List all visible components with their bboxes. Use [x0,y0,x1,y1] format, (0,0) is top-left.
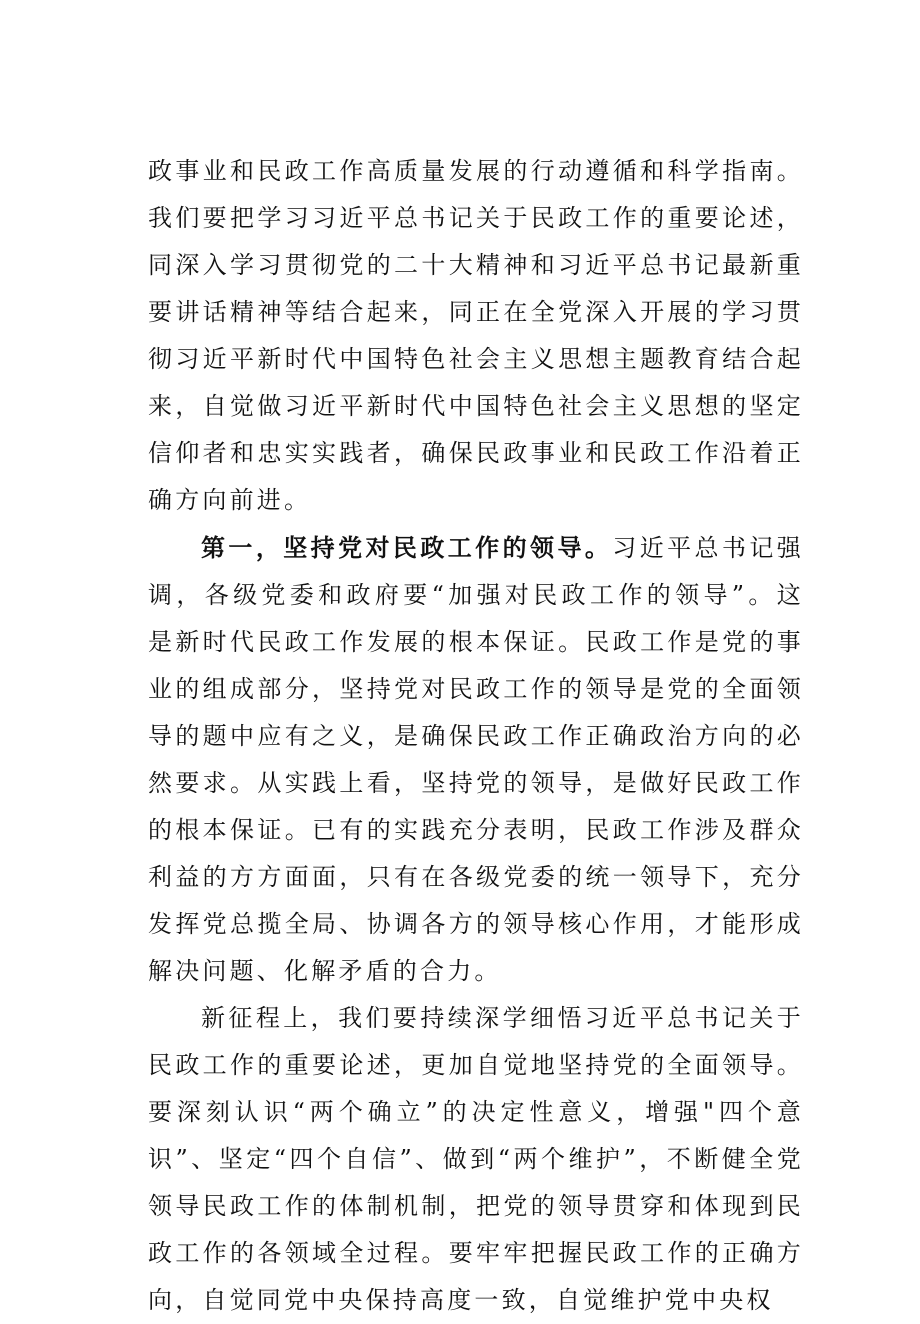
document-body [148,148,804,1324]
paragraph-new-journey [148,995,804,1324]
paragraph-lead-heading: 第一，坚持党对民政工作的领导。 [201,533,613,562]
paragraph-continuation [148,148,804,524]
paragraph-text: 习近平总书记强调，各级党委和政府要“加强对民政工作的领导”。这是新时代民政工作发展的根本保证。民政工作是党的事业的组成部分，坚持党对民政工作的领导是党的全面领导的题中应有之义，是确保民政工作正确政治方向的必然要求。从实践上看，坚持党的领导，是做好民政工作的根本保证。已有的实践充分表明，民政工作涉及群众利益的方方面面，只有在各级党委的统一领导下，充分发挥党总揽全局、协调各方的领导核心作用，才能形成解决问题、化解矛盾的合力。 [148,534,804,985]
paragraph-text: 新征程上，我们要持续深学细悟习近平总书记关于民政工作的重要论述，更加自觉地坚持党的全面领导。要深刻认识“两个确立”的决定性意义，增强"四个意识”、坚定“四个自信”、做到“两个维护”，不断健全党领导民政工作的体制机制，把党的领导贯穿和体现到民政工作的各领域全过程。要牢牢把握民政工作的正确方向，自觉同党中央保持高度一致，自觉维护党中央权 [148,1004,804,1314]
paragraph-first-point [148,524,804,995]
paragraph-text: 政事业和民政工作高质量发展的行动遵循和科学指南。我们要把学习习近平总书记关于民政工作的重要论述，同深入学习贯彻党的二十大精神和习近平总书记最新重要讲话精神等结合起来，同正在全党深入开展的学习贯彻习近平新时代中国特色社会主义思想主题教育结合起来，自觉做习近平新时代中国特色社会主义思想的坚定信仰者和忠实实践者，确保民政事业和民政工作沿着正确方向前进。 [148,157,804,514]
